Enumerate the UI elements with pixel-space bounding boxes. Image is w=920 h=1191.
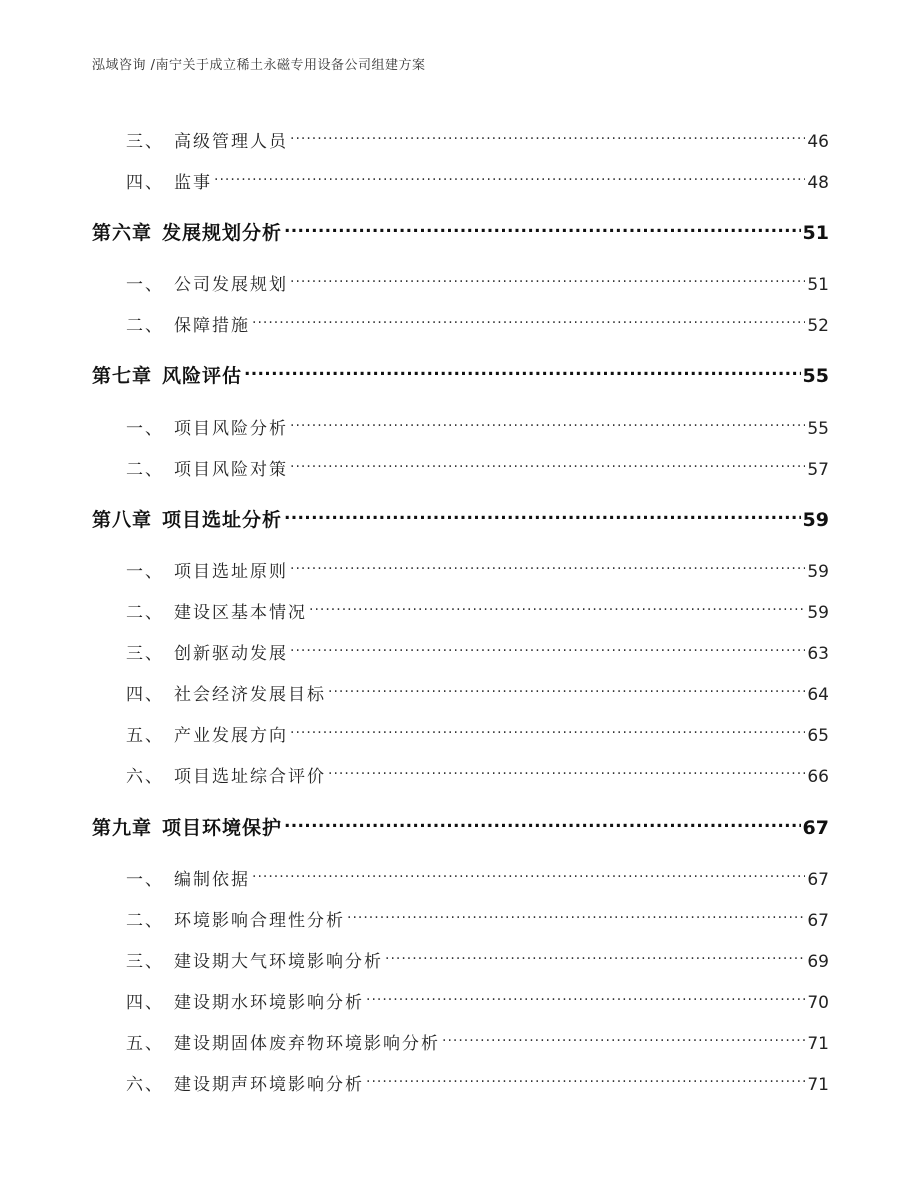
toc-entry-number: 二、 — [126, 460, 164, 480]
toc-entry-page: 55 — [807, 419, 829, 439]
toc-leader-dots — [284, 810, 801, 834]
toc-chapter-page: 59 — [802, 509, 829, 531]
toc-entry[interactable] — [92, 861, 829, 890]
toc-entry[interactable] — [92, 164, 829, 193]
toc-entry-title: 高级管理人员 — [174, 132, 288, 152]
toc-entry-page: 48 — [807, 173, 829, 193]
toc-entry-title: 创新驱动发展 — [174, 644, 288, 664]
toc-entry[interactable] — [92, 717, 829, 746]
toc-entry-number: 三、 — [126, 952, 164, 972]
toc-entry[interactable] — [92, 1066, 829, 1095]
toc-entry-number: 二、 — [126, 911, 164, 931]
toc-entry-number: 四、 — [126, 173, 164, 193]
toc-entry-title: 建设期声环境影响分析 — [174, 1075, 364, 1095]
toc-entry-title: 编制依据 — [174, 870, 250, 890]
toc-leader-dots — [284, 502, 801, 526]
toc-entry-title: 保障措施 — [174, 316, 250, 336]
toc-entry-page: 59 — [807, 562, 829, 582]
toc-entry-title: 项目选址原则 — [174, 562, 288, 582]
toc-entry-page: 65 — [807, 726, 829, 746]
toc-entry[interactable] — [92, 451, 829, 480]
toc-leader-dots — [385, 943, 805, 967]
toc-leader-dots — [252, 861, 805, 885]
toc-entry-number: 三、 — [126, 132, 164, 152]
toc-entry-page: 71 — [807, 1075, 829, 1095]
toc-entry[interactable] — [92, 676, 829, 705]
toc-leader-dots — [252, 307, 805, 331]
toc-entry-page: 64 — [807, 685, 829, 705]
toc-entry[interactable] — [92, 902, 829, 931]
toc-entry-page: 66 — [807, 767, 829, 787]
toc-leader-dots — [290, 266, 805, 290]
toc-leader-dots — [290, 635, 805, 659]
toc-entry-number: 四、 — [126, 993, 164, 1013]
toc-entry-number: 一、 — [126, 562, 164, 582]
running-header: 泓域咨询 /南宁关于成立稀土永磁专用设备公司组建方案 — [92, 58, 426, 73]
toc-entry-title: 社会经济发展目标 — [174, 685, 326, 705]
toc-entry-title: 建设期大气环境影响分析 — [174, 952, 383, 972]
toc-chapter-title: 项目环境保护 — [162, 817, 283, 839]
toc-chapter-number: 第九章 — [92, 817, 153, 839]
toc-leader-dots — [284, 215, 801, 239]
toc-entry-number: 四、 — [126, 685, 164, 705]
toc-entry[interactable] — [92, 410, 829, 439]
toc-entry[interactable] — [92, 123, 829, 152]
toc-chapter-page: 55 — [802, 365, 829, 387]
toc-entry[interactable] — [92, 635, 829, 664]
toc-chapter-page: 51 — [802, 222, 829, 244]
toc-entry-page: 57 — [807, 460, 829, 480]
toc-leader-dots — [290, 410, 805, 434]
toc-entry-page: 46 — [807, 132, 829, 152]
toc-leader-dots — [309, 594, 805, 618]
toc-chapter-page: 67 — [802, 817, 829, 839]
toc-leader-dots — [214, 164, 805, 188]
toc-leader-dots — [347, 902, 805, 926]
toc-entry-number: 六、 — [126, 767, 164, 787]
toc-chapter[interactable] — [92, 502, 829, 531]
toc-entry-number: 六、 — [126, 1075, 164, 1095]
toc-leader-dots — [328, 676, 805, 700]
toc-chapter[interactable] — [92, 215, 829, 244]
toc-entry[interactable] — [92, 758, 829, 787]
toc-entry-page: 67 — [807, 911, 829, 931]
toc-chapter[interactable] — [92, 810, 829, 839]
toc-entry-number: 一、 — [126, 275, 164, 295]
toc-entry[interactable] — [92, 1025, 829, 1054]
toc-leader-dots — [366, 984, 805, 1008]
toc-chapter-title: 项目选址分析 — [162, 509, 283, 531]
toc-entry-page: 67 — [807, 870, 829, 890]
toc-entry[interactable] — [92, 307, 829, 336]
toc-chapter-number: 第八章 — [92, 509, 153, 531]
toc-chapter-title: 风险评估 — [162, 365, 243, 387]
toc-entry-number: 五、 — [126, 1034, 164, 1054]
toc-entry-page: 69 — [807, 952, 829, 972]
toc-leader-dots — [290, 123, 805, 147]
header-divider — [92, 76, 828, 77]
toc-entry[interactable] — [92, 266, 829, 295]
toc-entry-title: 监事 — [174, 173, 212, 193]
toc-entry-number: 一、 — [126, 419, 164, 439]
toc-chapter-title: 发展规划分析 — [162, 222, 283, 244]
toc-chapter-number: 第七章 — [92, 365, 153, 387]
toc-entry-title: 产业发展方向 — [174, 726, 288, 746]
toc-entry-title: 建设期固体废弃物环境影响分析 — [174, 1034, 440, 1054]
toc-entry-title: 环境影响合理性分析 — [174, 911, 345, 931]
toc-leader-dots — [366, 1066, 805, 1090]
toc-entry-title: 项目风险对策 — [174, 460, 288, 480]
toc-entry-title: 公司发展规划 — [174, 275, 288, 295]
toc-entry[interactable] — [92, 594, 829, 623]
toc-leader-dots — [290, 553, 805, 577]
toc-leader-dots — [290, 717, 805, 741]
toc-entry-title: 项目风险分析 — [174, 419, 288, 439]
toc-chapter-number: 第六章 — [92, 222, 153, 244]
toc-entry-number: 二、 — [126, 316, 164, 336]
toc-leader-dots — [290, 451, 805, 475]
toc-entry-title: 项目选址综合评价 — [174, 767, 326, 787]
toc-entry-number: 一、 — [126, 870, 164, 890]
toc-entry-page: 63 — [807, 644, 829, 664]
toc-chapter[interactable] — [92, 358, 829, 387]
toc-leader-dots — [442, 1025, 805, 1049]
toc-entry-number: 二、 — [126, 603, 164, 623]
toc-entry[interactable] — [92, 943, 829, 972]
toc-entry-title: 建设区基本情况 — [174, 603, 307, 623]
toc-entry[interactable] — [92, 553, 829, 582]
toc-entry-page: 52 — [807, 316, 829, 336]
toc-entry-page: 70 — [807, 993, 829, 1013]
toc-entry-title: 建设期水环境影响分析 — [174, 993, 364, 1013]
toc-entry-page: 71 — [807, 1034, 829, 1054]
toc-entry-number: 五、 — [126, 726, 164, 746]
toc-entry-page: 51 — [807, 275, 829, 295]
toc-entry-page: 59 — [807, 603, 829, 623]
toc-leader-dots — [328, 758, 805, 782]
toc-entry[interactable] — [92, 984, 829, 1013]
toc-entry-number: 三、 — [126, 644, 164, 664]
toc-leader-dots — [244, 358, 801, 382]
